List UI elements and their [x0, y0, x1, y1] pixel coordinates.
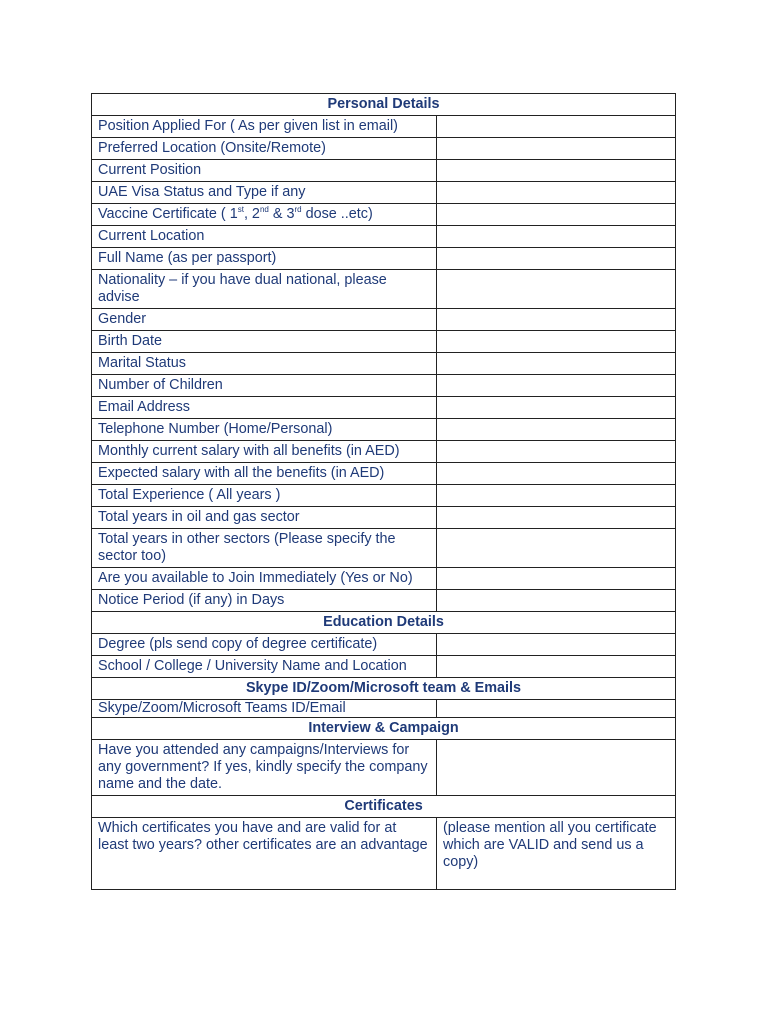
- field-value[interactable]: [437, 204, 676, 226]
- field-value[interactable]: [437, 740, 676, 796]
- field-value[interactable]: [437, 507, 676, 529]
- form-row: [92, 138, 676, 160]
- field-value[interactable]: [437, 634, 676, 656]
- field-value[interactable]: [437, 397, 676, 419]
- field-label: Gender: [92, 309, 437, 331]
- field-label: Birth Date: [92, 331, 437, 353]
- field-label: Which certificates you have and are valid for at least two years? other certificates are an advantage: [92, 818, 437, 890]
- field-value[interactable]: [437, 248, 676, 270]
- section-header-interview: [92, 718, 676, 740]
- field-value[interactable]: [437, 485, 676, 507]
- label-text: Vaccine Certificate ( 1: [98, 206, 238, 222]
- field-label: Degree (pls send copy of degree certificate): [92, 634, 437, 656]
- field-value[interactable]: [437, 441, 676, 463]
- ordinal-suffix: nd: [259, 205, 269, 214]
- field-value[interactable]: [437, 419, 676, 441]
- section-title: Interview & Campaign: [92, 718, 676, 740]
- form-row: [92, 160, 676, 182]
- form-row: [92, 818, 676, 890]
- form-row: [92, 634, 676, 656]
- form-row: [92, 441, 676, 463]
- field-label: Position Applied For ( As per given list in email): [92, 116, 437, 138]
- field-label: Current Location: [92, 226, 437, 248]
- field-label: Total years in oil and gas sector: [92, 507, 437, 529]
- section-title: Education Details: [92, 612, 676, 634]
- label-text: dose ..etc): [301, 206, 373, 222]
- section-header-certificates: [92, 796, 676, 818]
- field-value[interactable]: [437, 590, 676, 612]
- field-label: Total Experience ( All years ): [92, 485, 437, 507]
- form-row: [92, 740, 676, 796]
- field-value[interactable]: [437, 309, 676, 331]
- application-form-table: [91, 93, 676, 890]
- field-value[interactable]: [437, 116, 676, 138]
- form-row: [92, 485, 676, 507]
- field-label: Skype/Zoom/Microsoft Teams ID/Email: [92, 700, 437, 718]
- form-row: [92, 270, 676, 309]
- form-row: [92, 375, 676, 397]
- ordinal-suffix: st: [237, 205, 244, 214]
- form-row: [92, 397, 676, 419]
- field-value[interactable]: [437, 182, 676, 204]
- form-row: [92, 568, 676, 590]
- field-label: Marital Status: [92, 353, 437, 375]
- field-label: UAE Visa Status and Type if any: [92, 182, 437, 204]
- section-title: Skype ID/Zoom/Microsoft team & Emails: [92, 678, 676, 700]
- field-value[interactable]: [437, 160, 676, 182]
- field-label: Expected salary with all the benefits (in AED): [92, 463, 437, 485]
- form-row: [92, 116, 676, 138]
- form-row: [92, 331, 676, 353]
- field-label: Telephone Number (Home/Personal): [92, 419, 437, 441]
- label-text: , 2: [243, 206, 260, 222]
- field-label: Full Name (as per passport): [92, 248, 437, 270]
- ordinal-suffix: rd: [294, 205, 302, 214]
- section-header-personal: [92, 94, 676, 116]
- section-header-education: [92, 612, 676, 634]
- field-value[interactable]: [437, 700, 676, 718]
- field-value[interactable]: [437, 226, 676, 248]
- section-header-contact: [92, 678, 676, 700]
- field-label: Have you attended any campaigns/Interviews for any government? If yes, kindly specify the company name and the date.: [92, 740, 437, 796]
- field-label: Preferred Location (Onsite/Remote): [92, 138, 437, 160]
- field-label: Number of Children: [92, 375, 437, 397]
- form-row: [92, 463, 676, 485]
- field-value[interactable]: [437, 270, 676, 309]
- form-row: [92, 507, 676, 529]
- field-label: Nationality – if you have dual national, please advise: [92, 270, 437, 309]
- label-text: & 3: [268, 206, 295, 222]
- form-row: [92, 529, 676, 568]
- field-label-vaccine: [92, 204, 437, 226]
- form-row: [92, 248, 676, 270]
- form-row: [92, 309, 676, 331]
- form-row: [92, 590, 676, 612]
- form-row: [92, 419, 676, 441]
- field-label: Are you available to Join Immediately (Yes or No): [92, 568, 437, 590]
- field-value[interactable]: [437, 463, 676, 485]
- field-label: Email Address: [92, 397, 437, 419]
- field-value[interactable]: [437, 568, 676, 590]
- section-title: Certificates: [92, 796, 676, 818]
- field-label: Current Position: [92, 160, 437, 182]
- form-row: [92, 226, 676, 248]
- form-row: [92, 700, 676, 718]
- field-value[interactable]: [437, 331, 676, 353]
- form-row: [92, 656, 676, 678]
- field-value[interactable]: [437, 138, 676, 160]
- field-value[interactable]: [437, 529, 676, 568]
- field-label: Total years in other sectors (Please specify the sector too): [92, 529, 437, 568]
- field-value[interactable]: [437, 656, 676, 678]
- field-label: School / College / University Name and Location: [92, 656, 437, 678]
- field-label: Notice Period (if any) in Days: [92, 590, 437, 612]
- field-value[interactable]: [437, 353, 676, 375]
- form-row: [92, 204, 676, 226]
- form-row: [92, 353, 676, 375]
- field-value[interactable]: [437, 375, 676, 397]
- form-row: [92, 182, 676, 204]
- field-label: Monthly current salary with all benefits (in AED): [92, 441, 437, 463]
- field-value-note: (please mention all you certificate which are VALID and send us a copy): [437, 818, 676, 890]
- section-title: Personal Details: [92, 94, 676, 116]
